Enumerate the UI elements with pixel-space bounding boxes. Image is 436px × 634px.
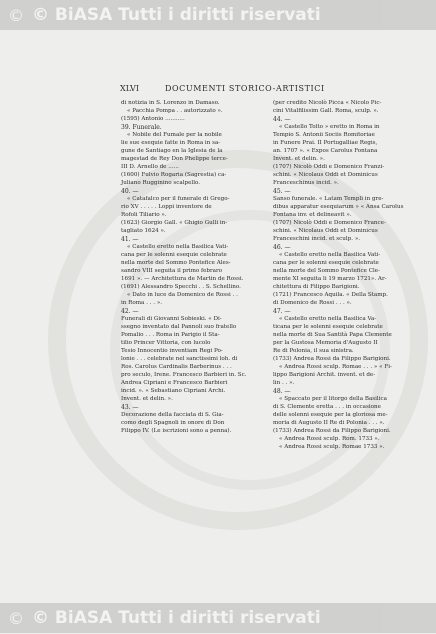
text-line: mente XI seguita li 19 marzo 1721». Ar-: [273, 276, 387, 282]
watermark-banner-bottom: [0, 603, 436, 633]
text-line: « Catafalco per il funerale di Grego-: [127, 196, 230, 202]
text-line: 41. —: [121, 236, 139, 243]
text-line: nella morte del Sommo Pontefice Cle-: [273, 268, 380, 274]
text-line: Decorazione della facciata di S. Gia-: [121, 412, 224, 418]
text-line: (1733) Andrea Rossi da Filippo Barigioni.: [273, 356, 391, 362]
text-line: « Castello Tolto » eretto in Roma in: [279, 124, 380, 130]
text-line: (1691) Alessandro Specchi . . S. Schellino.: [121, 284, 241, 290]
text-line: an. 1707 ». « Expos Carolus Fontana: [273, 148, 378, 154]
text-line: « Pacchia Pompa . . autorizzato ».: [127, 108, 223, 114]
text-line: « Castello eretto nella Basilica Vati-: [279, 252, 381, 258]
text-line: « Castello eretto nella Basilica Va-: [279, 316, 377, 322]
text-line: Pomalio . . . Roma in Parigio il Sta-: [121, 332, 220, 338]
right-text-column: [273, 100, 408, 452]
text-line: 43. —: [121, 404, 139, 411]
text-line: 48. —: [273, 388, 291, 395]
text-line: (1707) Nicolò Oddi e Domenico Franzi-: [273, 164, 385, 170]
text-line: 45. —: [273, 188, 291, 195]
text-line: « Andrea Rossi sculp. Rom. 1733 ».: [279, 436, 380, 442]
text-line: schini. « Nicolaus Oddi et Dominicus: [273, 172, 378, 178]
watermark-banner-top: [0, 0, 436, 30]
text-line: delle solenni esequie per la gloriosa me-: [273, 412, 388, 418]
text-line: in Funere Prai. II Portugalliae Regis,: [273, 140, 378, 146]
text-line: in Roma . . . ».: [121, 300, 163, 306]
text-line: Ros. Carolus Cardinalis Barberinus . . .: [121, 364, 232, 370]
copyright-icon: ©: [8, 608, 24, 628]
text-line: lie sue esequie fatte in Roma in sa-: [121, 140, 221, 146]
text-line: moria di Augusto II Re di Polonia . . . ».: [273, 420, 385, 426]
text-line: dibus apparatur esequiarum » « Ansa Carolus: [273, 204, 404, 210]
text-line: « Dato in luce da Domenico de Rossi . .: [127, 292, 238, 298]
text-line: 39. Funerale.: [121, 124, 162, 131]
text-line: lin . . ».: [273, 380, 295, 386]
text-line: Funerali di Giovanni Sobieski. « Di-: [121, 316, 222, 322]
text-line: incid. ». « Sebastiano Cipriani Archi.: [121, 388, 226, 394]
text-line: ticana per le solenni esequie celebrate: [273, 324, 383, 330]
text-line: 42. —: [121, 308, 139, 315]
text-line: (1600) Fulvio Rogaria (Sagrestia) ca-: [121, 172, 227, 178]
text-line: cana per le solenni esequie celebrate: [121, 252, 227, 258]
text-line: 1691 ». — Architettura de Martin de Rossi.: [121, 276, 244, 282]
copyright-icon: ©: [8, 5, 24, 25]
text-line: gune de Santiago en la Iglesia de la: [121, 148, 223, 154]
text-line: 40. —: [121, 188, 139, 195]
text-line: Franceschini incid. et sculp. ».: [273, 236, 361, 242]
text-line: 47. —: [273, 308, 291, 315]
text-line: rio XV . . . . . Loppi inventore de: [121, 204, 212, 210]
text-line: tilio Princer Vittoria, con lucolo: [121, 340, 211, 346]
text-line: III D. Arnello de ......: [121, 164, 179, 170]
text-line: per la Gustosa Memoria d'Augusto II: [273, 340, 378, 346]
text-line: Fontana inv. et delineavit ».: [273, 212, 352, 218]
text-line: chitettura di Filippo Barigioni.: [273, 284, 360, 290]
text-line: (1721) Francesco Aquila. « Della Stamp.: [273, 292, 388, 298]
text-line: schini. « Nicolaus Oddi et Dominicus: [273, 228, 378, 234]
watermark-text-top: © BiASA Tutti i diritti riservati: [32, 5, 321, 25]
text-line: « Nobile del Fumale per la nobile: [127, 132, 222, 138]
text-line: di Domenico de Rossi . . . ».: [273, 300, 352, 306]
text-line: di notizia in S. Lorenzo in Damaso.: [121, 100, 220, 106]
text-line: « Andrea Rossi sculp. Romae . . . » « Fi-: [279, 364, 392, 370]
text-line: Rofoli Tiliario ».: [121, 212, 167, 218]
text-line: 46. —: [273, 244, 291, 251]
text-line: Tesio Innocentio inventiam Regi Po-: [121, 348, 223, 354]
text-line: Franceschinus incid. ».: [273, 180, 339, 186]
text-line: « Spaccato per il litorgo della Basilica: [279, 396, 387, 402]
text-line: (1707) Nicolò Oddi e Domenico France-: [273, 220, 386, 226]
text-line: Andrea Cipriani e Francesco Barbieri: [121, 380, 228, 386]
text-line: cana per le solenni esequie celebrate: [273, 260, 379, 266]
text-line: (1623) Giorgio Gall. « Ghigio Gulli in-: [121, 220, 228, 226]
text-line: 44. —: [273, 116, 291, 123]
text-line: sandro VIII seguita il primo febraro: [121, 268, 223, 274]
text-line: « Castello eretto nella Basilica Vati-: [127, 244, 229, 250]
page-number: XLVI: [120, 84, 139, 93]
text-line: cini Vitalfilissim Gall. Roma, sculp. ».: [273, 108, 379, 114]
text-line: nella morte del Sommo Pontefice Ales-: [121, 260, 231, 266]
text-line: (per credito Nicolò Picca « Nicolo Pic-: [273, 100, 382, 106]
text-line: Juliano Rugginino scalpello.: [121, 180, 201, 186]
text-line: Invent. et delin. ».: [121, 396, 173, 402]
text-line: como degli Spagnoli in onore di Don: [121, 420, 225, 426]
text-line: (1595) Antonio ...........: [121, 116, 185, 122]
left-text-column: [121, 100, 256, 436]
text-line: Sanso funerale. « Latam Templi in gre-: [273, 196, 384, 202]
text-line: nella morte di Sua Santità Papa Clemente: [273, 332, 392, 338]
text-line: Filippo IV. (Le iscrizioni sono a penna).: [121, 428, 232, 434]
text-line: di S. Clemente eretta . . . in occasione: [273, 404, 381, 410]
text-line: ssegno inventato dal Pannoli suo fratello: [121, 324, 237, 330]
text-line: (1733) Andrea Rossi da Filippo Barigioni.: [273, 428, 391, 434]
watermark-text-bottom: © BiASA Tutti i diritti riservati: [32, 608, 321, 628]
text-line: magestad de Rey Don Phelippe terce-: [121, 156, 228, 162]
text-line: « Andrea Rossi sculp. Romae 1733 ».: [279, 444, 385, 450]
running-head-title: DOCUMENTI STORICO-ARTISTICI: [165, 84, 325, 93]
text-line: Tempio S. Antonii Sociis Romitoriae: [273, 132, 375, 138]
text-line: tagliato 1624 ».: [121, 228, 166, 234]
text-line: lippo Barigioni Archit. invent. et de-: [273, 372, 376, 378]
text-line: Re di Polonia, il sua sinistra.: [273, 348, 354, 354]
text-line: Invent. et delin. ».: [273, 156, 325, 162]
text-line: pro seculo, Irene. Francesco Barbieri in. Sc.: [121, 372, 247, 378]
text-line: lonie . . . celebrate nel sanctissimi loh. di: [121, 356, 238, 362]
